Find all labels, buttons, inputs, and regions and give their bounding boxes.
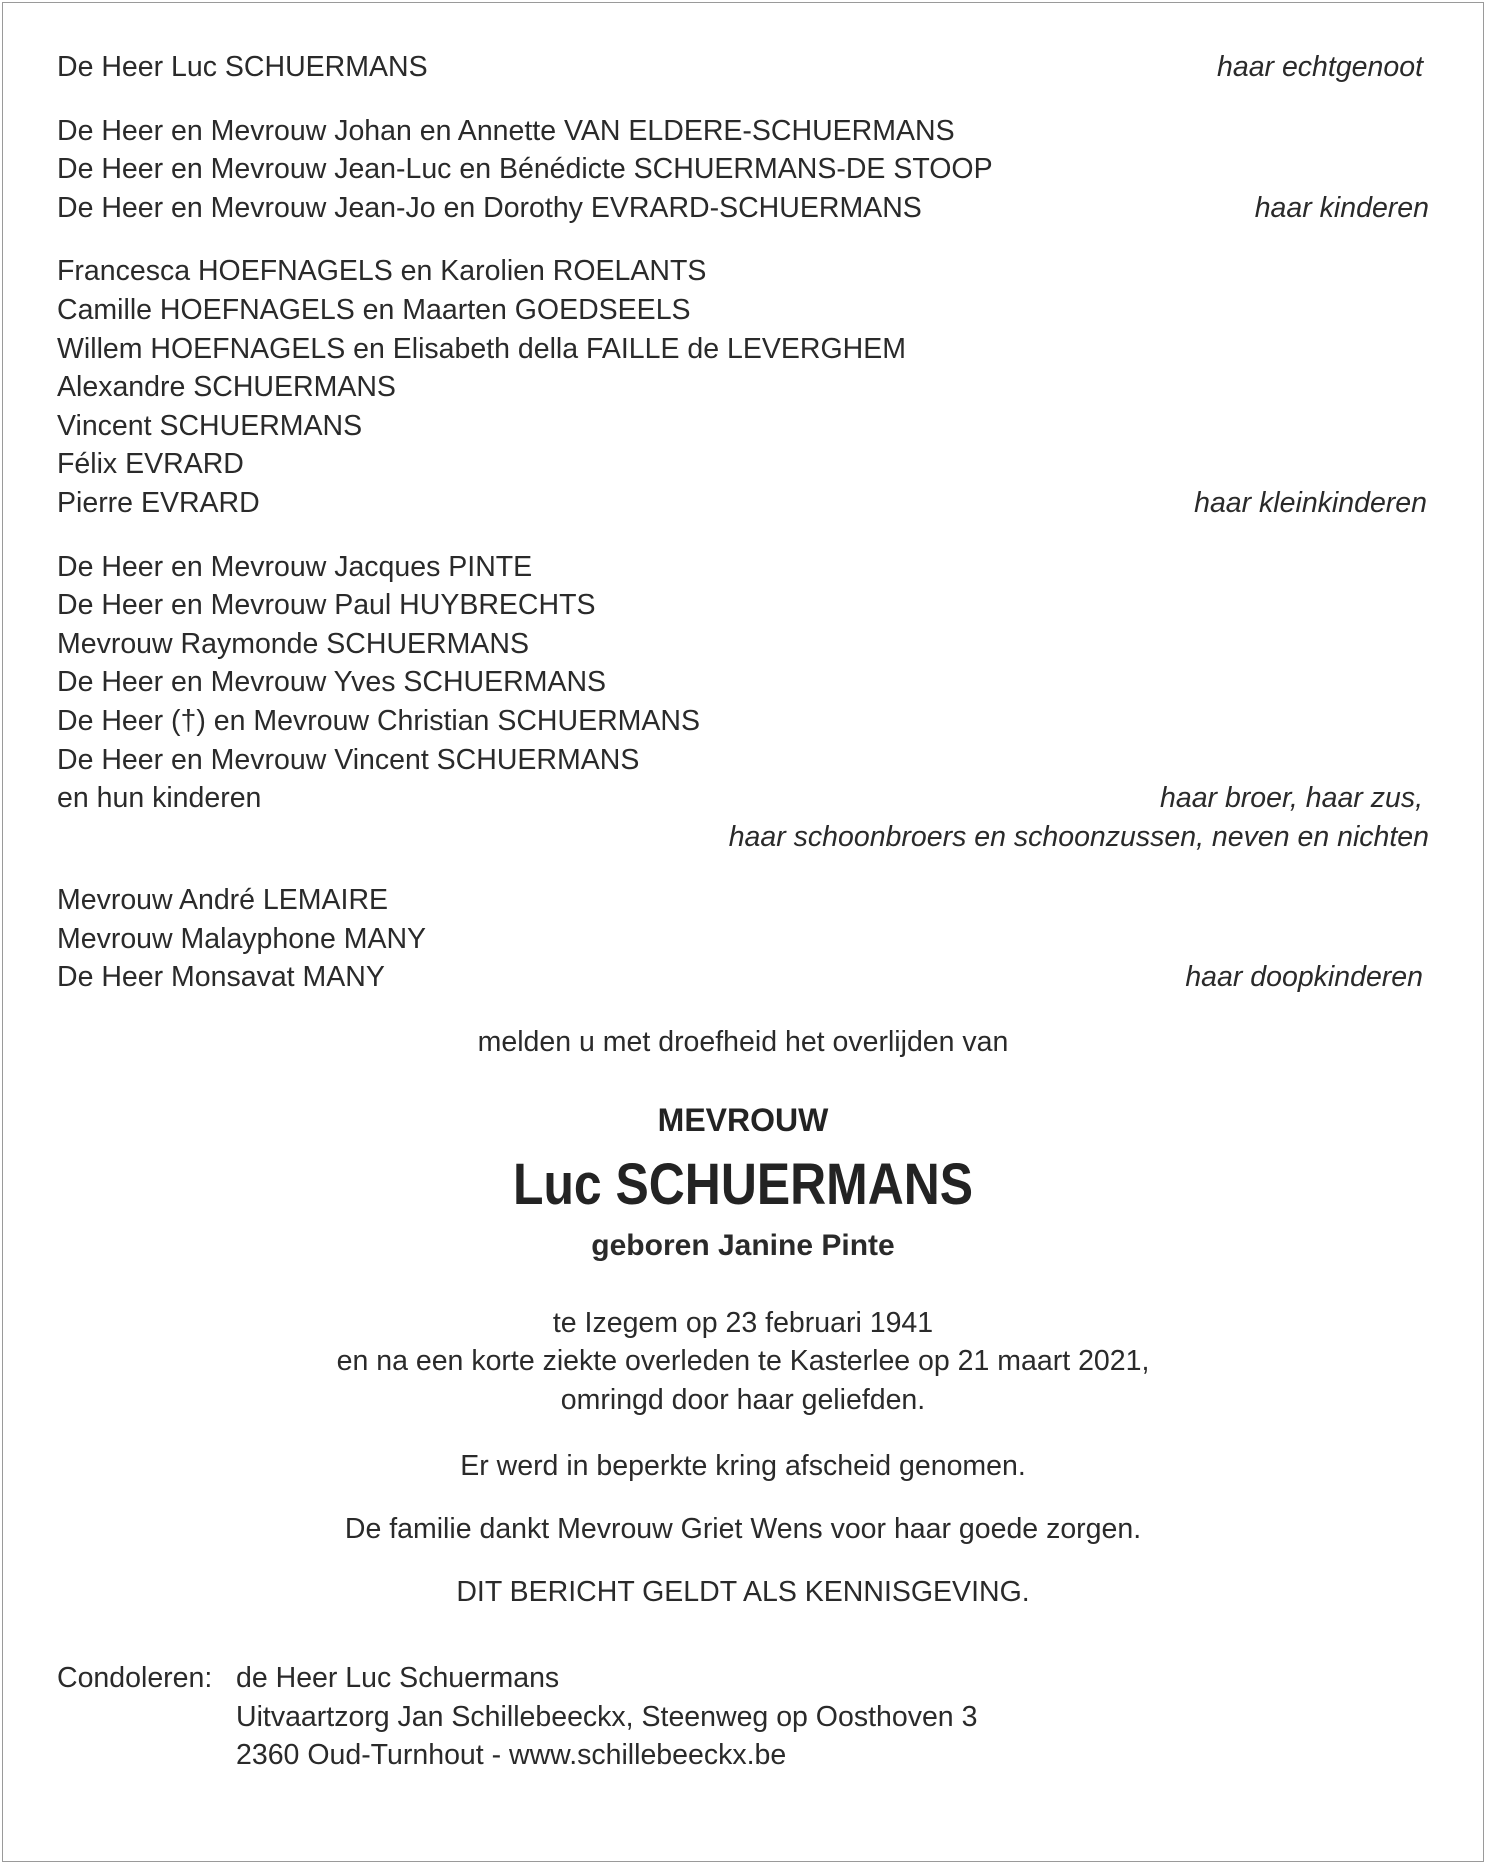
family-line xyxy=(57,818,1429,857)
family-relation: haar echtgenoot xyxy=(1217,51,1423,83)
surrounded-line: omringd door haar geliefden. xyxy=(560,1383,926,1416)
condolences-block xyxy=(57,1659,1429,1775)
family-line xyxy=(57,407,1429,446)
family-group-grandchildren xyxy=(57,252,1429,522)
family-name: en hun kinderen xyxy=(57,782,262,815)
family-line xyxy=(57,920,1429,959)
family-relation: haar doopkinderen xyxy=(1185,961,1423,994)
family-relation: haar broer, haar zus, xyxy=(1160,782,1423,815)
family-name: Vincent SCHUERMANS xyxy=(57,409,363,442)
family-line xyxy=(57,189,1429,228)
notice-text: DIT BERICHT GELDT ALS KENNISGEVING. xyxy=(456,1575,1030,1608)
family-name: Félix EVRARD xyxy=(57,448,244,481)
family-line xyxy=(57,663,1429,702)
family-line xyxy=(57,881,1429,920)
farewell-text: Er werd in beperkte kring afscheid genomen. xyxy=(460,1450,1026,1483)
death-line: en na een korte ziekte overleden te Kasterlee op 21 maart 2021, xyxy=(336,1345,1150,1378)
family-group-godchildren xyxy=(57,881,1429,997)
family-name: Mevrouw Raymonde SCHUERMANS xyxy=(57,627,529,660)
family-group-siblings xyxy=(57,548,1429,857)
family-name: Pierre EVRARD xyxy=(57,486,260,519)
family-line xyxy=(57,291,1429,330)
deceased-name: Luc SCHUERMANS xyxy=(512,1151,974,1217)
family-name: Francesca HOEFNAGELS en Karolien ROELANTS xyxy=(57,255,707,288)
family-name: De Heer en Mevrouw Johan en Annette VAN ELDERE-SCHUERMANS xyxy=(57,114,955,147)
family-line xyxy=(57,330,1429,369)
family-name: Camille HOEFNAGELS en Maarten GOEDSEELS xyxy=(57,293,691,326)
family-name: De Heer en Mevrouw Jean-Jo en Dorothy EVRARD-SCHUERMANS xyxy=(57,191,922,224)
family-line xyxy=(57,445,1429,484)
family-line xyxy=(57,252,1429,291)
family-name: Mevrouw Malayphone MANY xyxy=(57,922,427,955)
family-relation: haar kinderen xyxy=(1254,191,1429,224)
family-relation: haar kleinkinderen xyxy=(1194,486,1427,519)
family-line xyxy=(57,625,1429,664)
family-line xyxy=(57,484,1429,523)
family-line xyxy=(57,112,1429,151)
birth-line: te Izegem op 23 februari 1941 xyxy=(552,1306,934,1339)
family-line xyxy=(57,958,1429,997)
family-name: De Heer en Mevrouw Yves SCHUERMANS xyxy=(57,666,607,699)
family-name: De Heer en Mevrouw Jacques PINTE xyxy=(57,550,533,583)
family-line xyxy=(57,586,1429,625)
family-line xyxy=(57,368,1429,407)
family-name: Willem HOEFNAGELS en Elisabeth della FAILLE de LEVERGHEM xyxy=(57,332,907,365)
family-line xyxy=(57,48,1429,87)
family-name: De Heer Monsavat MANY xyxy=(57,961,385,994)
family-name: Mevrouw André LEMAIRE xyxy=(57,884,389,917)
family-name: De Heer en Mevrouw Vincent SCHUERMANS xyxy=(57,743,640,776)
family-line xyxy=(57,548,1429,587)
thanks-text: De familie dankt Mevrouw Griet Wens voor haar goede zorgen. xyxy=(344,1513,1142,1546)
family-name: De Heer Luc SCHUERMANS xyxy=(57,51,428,83)
family-group-children xyxy=(57,112,1429,228)
obituary-notice xyxy=(57,48,1429,1775)
condolences-address xyxy=(236,1659,1429,1775)
condolences-line: de Heer Luc Schuermans xyxy=(236,1662,560,1695)
birth-name: geboren Janine Pinte xyxy=(591,1228,895,1262)
condolences-line: 2360 Oud-Turnhout - www.schillebeeckx.be xyxy=(236,1739,787,1772)
family-relation: haar schoonbroers en schoonzussen, neven en nichten xyxy=(728,820,1429,853)
family-line xyxy=(57,779,1429,818)
deceased-title: MEVROUW xyxy=(657,1101,829,1138)
life-dates xyxy=(57,1304,1429,1420)
announcement-intro: melden u met droefheid het overlijden van xyxy=(477,1026,1009,1059)
family-name: De Heer en Mevrouw Jean-Luc en Bénédicte SCHUERMANS-DE STOOP xyxy=(57,153,993,186)
family-line xyxy=(57,702,1429,741)
family-group-spouse xyxy=(57,48,1429,87)
family-name: De Heer en Mevrouw Paul HUYBRECHTS xyxy=(57,589,596,622)
family-line xyxy=(57,741,1429,780)
condolences-line: Uitvaartzorg Jan Schillebeeckx, Steenweg op Oosthoven 3 xyxy=(236,1700,978,1733)
family-name: Alexandre SCHUERMANS xyxy=(57,371,396,404)
family-line xyxy=(57,150,1429,189)
family-name: De Heer (†) en Mevrouw Christian SCHUERMANS xyxy=(57,704,701,737)
condolences-label: Condoleren: xyxy=(57,1662,213,1695)
